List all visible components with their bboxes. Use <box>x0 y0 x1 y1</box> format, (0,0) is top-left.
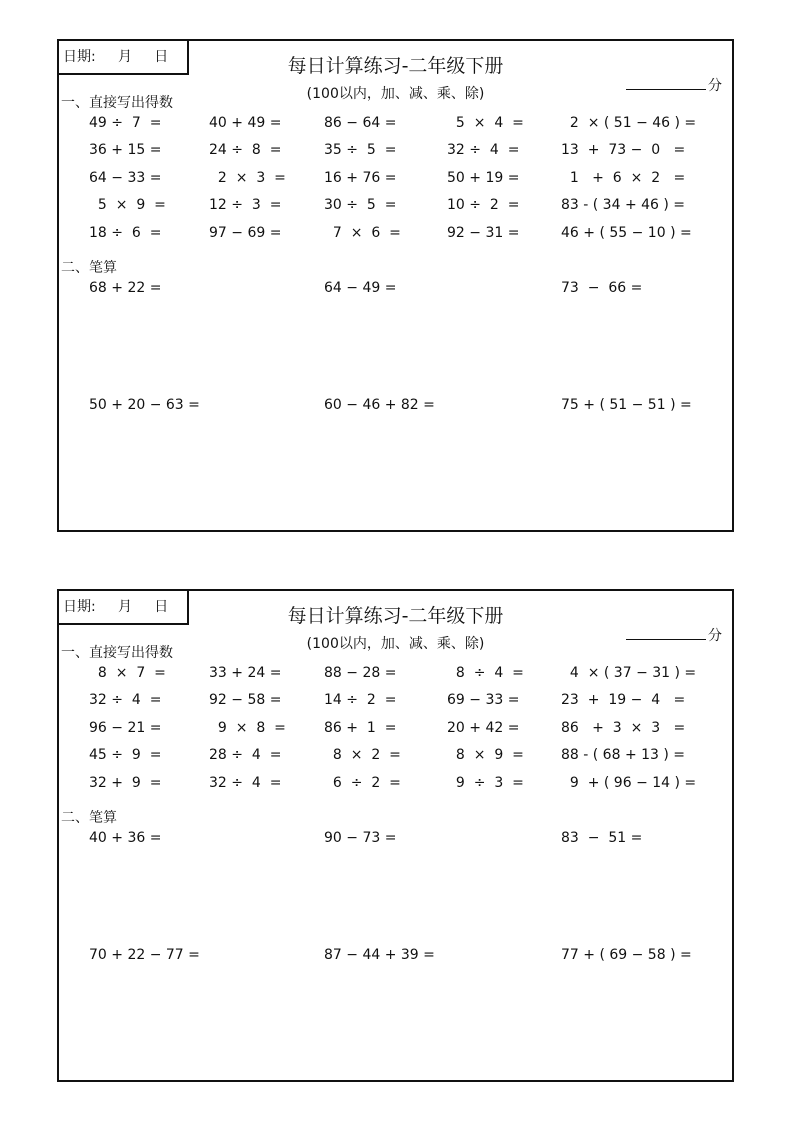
direct-problem: 1 + 6 × 2 = <box>561 170 686 186</box>
direct-problem: 2 × 3 = <box>209 170 286 186</box>
direct-problem: 12 ÷ 3 = <box>209 197 282 213</box>
direct-problem: 64 − 33 = <box>89 170 162 186</box>
score-blank[interactable] <box>626 627 706 640</box>
direct-problem: 8 × 9 = <box>447 747 524 763</box>
direct-problem: 30 ÷ 5 = <box>324 197 397 213</box>
written-problem: 68 + 22 = <box>89 280 162 296</box>
date-box: 日期: 月 日 <box>59 591 189 625</box>
direct-problem: 92 − 58 = <box>209 692 282 708</box>
section-direct-label: 一、直接写出得数 <box>61 95 173 111</box>
direct-problem: 13 + 73 − 0 = <box>561 142 686 158</box>
written-problem: 75 + ( 51 − 51 ) = <box>561 397 692 413</box>
score-field[interactable] <box>626 625 722 645</box>
direct-problem: 32 ÷ 4 = <box>209 775 282 791</box>
written-problem: 60 − 46 + 82 = <box>324 397 435 413</box>
written-problem: 40 + 36 = <box>89 830 162 846</box>
worksheet-2 <box>57 589 734 1082</box>
written-problem: 64 − 49 = <box>324 280 397 296</box>
direct-problem: 88 − 28 = <box>324 665 397 681</box>
written-problem: 90 − 73 = <box>324 830 397 846</box>
direct-problem: 24 ÷ 8 = <box>209 142 282 158</box>
section-written-label: 二、笔算 <box>61 260 117 276</box>
direct-problem: 92 − 31 = <box>447 225 520 241</box>
direct-problem: 32 ÷ 4 = <box>89 692 162 708</box>
direct-problem: 50 + 19 = <box>447 170 520 186</box>
direct-problem: 10 ÷ 2 = <box>447 197 520 213</box>
direct-problem: 86 − 64 = <box>324 115 397 131</box>
written-problem: 50 + 20 − 63 = <box>89 397 200 413</box>
section-direct-label: 一、直接写出得数 <box>61 645 173 661</box>
direct-problem: 7 × 6 = <box>324 225 401 241</box>
direct-problem: 8 × 2 = <box>324 747 401 763</box>
worksheet-subtitle: (100以内，加、减、乘、除) <box>306 86 485 102</box>
direct-problem: 18 ÷ 6 = <box>89 225 162 241</box>
section-written-label: 二、笔算 <box>61 810 117 826</box>
direct-problem: 14 ÷ 2 = <box>324 692 397 708</box>
direct-problem: 49 ÷ 7 = <box>89 115 162 131</box>
written-problem: 87 − 44 + 39 = <box>324 947 435 963</box>
direct-problem: 28 ÷ 4 = <box>209 747 282 763</box>
direct-problem: 46 + ( 55 − 10 ) = <box>561 225 692 241</box>
written-problem: 83 − 51 = <box>561 830 643 846</box>
direct-problem: 9 × 8 = <box>209 720 286 736</box>
score-field[interactable] <box>626 75 722 95</box>
worksheet-title: 每日计算练习-二年级下册 <box>287 55 504 77</box>
direct-problem: 23 + 19 − 4 = <box>561 692 686 708</box>
direct-problem: 83 - ( 34 + 46 ) = <box>561 197 686 213</box>
written-problem: 77 + ( 69 − 58 ) = <box>561 947 692 963</box>
direct-problem: 36 + 15 = <box>89 142 162 158</box>
direct-problem: 69 − 33 = <box>447 692 520 708</box>
direct-problem: 5 × 9 = <box>89 197 166 213</box>
direct-problem: 96 − 21 = <box>89 720 162 736</box>
score-label: 分 <box>708 628 722 644</box>
worksheet-subtitle: (100以内，加、减、乘、除) <box>306 636 485 652</box>
direct-problem: 35 ÷ 5 = <box>324 142 397 158</box>
date-box: 日期: 月 日 <box>59 41 189 75</box>
score-blank[interactable] <box>626 77 706 90</box>
direct-problem: 8 ÷ 4 = <box>447 665 524 681</box>
written-problem: 70 + 22 − 77 = <box>89 947 200 963</box>
direct-problem: 6 ÷ 2 = <box>324 775 401 791</box>
direct-problem: 4 × ( 37 − 31 ) = <box>561 665 697 681</box>
written-problem: 73 − 66 = <box>561 280 643 296</box>
direct-problem: 40 + 49 = <box>209 115 282 131</box>
direct-problem: 45 ÷ 9 = <box>89 747 162 763</box>
direct-problem: 86 + 3 × 3 = <box>561 720 686 736</box>
direct-problem: 32 + 9 = <box>89 775 162 791</box>
worksheet-title: 每日计算练习-二年级下册 <box>287 605 504 627</box>
direct-problem: 9 ÷ 3 = <box>447 775 524 791</box>
direct-problem: 16 + 76 = <box>324 170 397 186</box>
direct-problem: 8 × 7 = <box>89 665 166 681</box>
direct-problem: 33 + 24 = <box>209 665 282 681</box>
direct-problem: 88 - ( 68 + 13 ) = <box>561 747 686 763</box>
direct-problem: 2 × ( 51 − 46 ) = <box>561 115 697 131</box>
direct-problem: 20 + 42 = <box>447 720 520 736</box>
direct-problem: 9 + ( 96 − 14 ) = <box>561 775 697 791</box>
score-label: 分 <box>708 78 722 94</box>
direct-problem: 97 − 69 = <box>209 225 282 241</box>
direct-problem: 32 ÷ 4 = <box>447 142 520 158</box>
direct-problem: 5 × 4 = <box>447 115 524 131</box>
worksheet-1 <box>57 39 734 532</box>
direct-problem: 86 + 1 = <box>324 720 397 736</box>
